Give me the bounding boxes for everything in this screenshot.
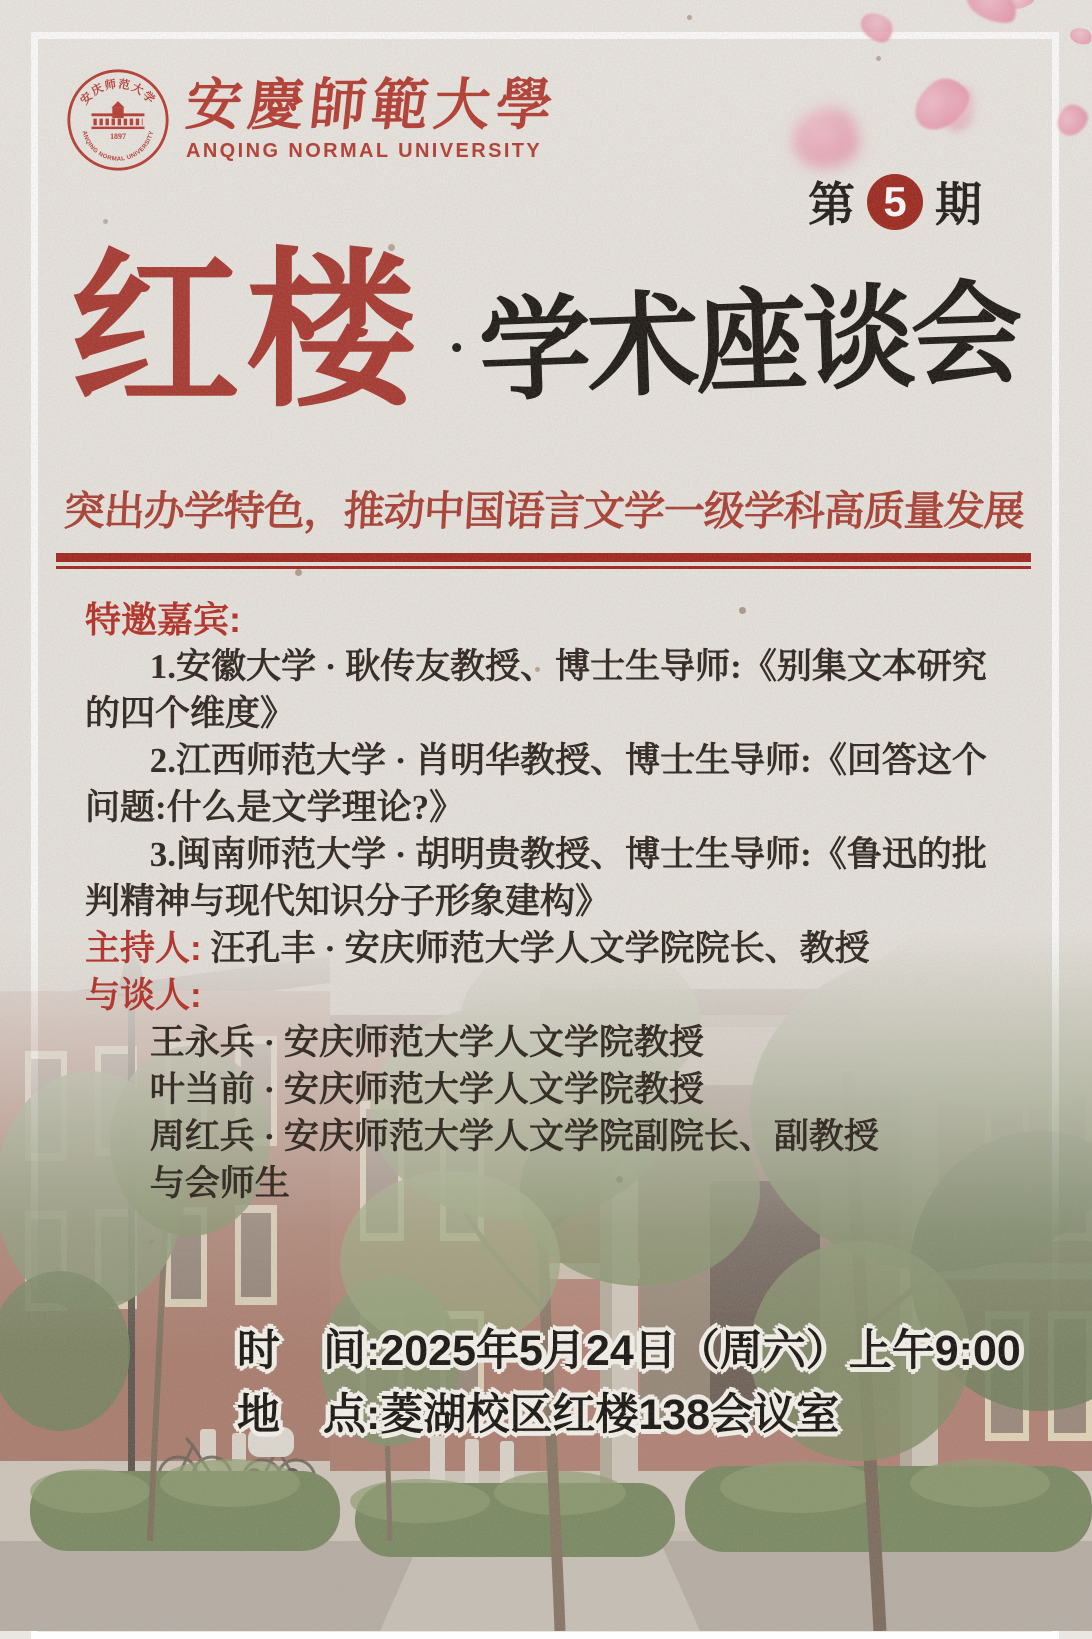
university-name-cn: 安慶師範大學 bbox=[182, 74, 562, 137]
guest-item: 2.江西师范大学 · 肖明华教授、博士生导师:《回答这个问题:什么是文学理论?》 bbox=[85, 741, 987, 827]
paper-specks bbox=[0, 0, 3, 3]
discussant-item: 周红兵 · 安庆师范大学人文学院副院长、副教授 bbox=[149, 1117, 879, 1156]
guest-item: 3.闽南师范大学 · 胡明贵教授、博士生导师:《鲁迅的批判精神与现代知识分子形象建构》 bbox=[85, 835, 987, 921]
place-line bbox=[237, 1390, 1021, 1442]
time-label: 时 间: bbox=[237, 1327, 381, 1375]
issue-prefix: 第 bbox=[808, 178, 855, 231]
host-value: 汪孔丰 · 安庆师范大学人文学院院长、教授 bbox=[210, 929, 870, 968]
issue-badge bbox=[808, 168, 982, 235]
poster-subtitle: 突出办学特色，推动中国语言文学一级学科高质量发展 bbox=[62, 488, 1026, 534]
host-line bbox=[85, 925, 1015, 972]
title-red-text: 红楼 bbox=[70, 239, 423, 427]
content-section bbox=[85, 596, 1015, 1207]
discussant-item: 叶当前 · 安庆师范大学人文学院教授 bbox=[149, 1070, 704, 1109]
seal-year: 1897 bbox=[110, 131, 126, 141]
seal-top-text: 安庆师范大学 bbox=[78, 78, 158, 107]
place-label: 地 点: bbox=[237, 1390, 381, 1439]
seal-building-icon bbox=[92, 101, 145, 129]
header bbox=[66, 68, 562, 172]
seal-bottom-text: ANQING NORMAL UNIVERSITY bbox=[80, 130, 156, 163]
guest-item: 1.安徽大学 · 耿传友教授、博士生导师:《别集文本研究的四个维度》 bbox=[85, 647, 987, 733]
place-value: 菱湖校区红楼138会议室 bbox=[380, 1390, 840, 1439]
host-label: 主持人: bbox=[85, 929, 202, 968]
discussants-label: 与谈人: bbox=[85, 976, 202, 1015]
petal bbox=[1068, 25, 1092, 48]
time-value: 2025年5月24日（周六）上午9:00 bbox=[380, 1327, 1021, 1375]
title-black-text: 学术座谈会 bbox=[477, 272, 1022, 416]
discussant-item: 与会师生 bbox=[149, 1164, 290, 1203]
issue-number: 5 bbox=[867, 174, 923, 230]
university-seal-logo bbox=[66, 68, 170, 172]
guests-label: 特邀嘉宾: bbox=[85, 599, 241, 640]
red-divider bbox=[56, 553, 1031, 569]
poster-title bbox=[70, 239, 1022, 427]
issue-suffix: 期 bbox=[935, 178, 982, 231]
title-dot-separator: · bbox=[444, 306, 470, 390]
time-line bbox=[237, 1326, 1021, 1378]
discussant-item: 王永兵 · 安庆师范大学人文学院教授 bbox=[149, 1023, 704, 1062]
university-name-en: ANQING NORMAL UNIVERSITY bbox=[186, 139, 543, 162]
schedule-block bbox=[237, 1326, 1021, 1453]
